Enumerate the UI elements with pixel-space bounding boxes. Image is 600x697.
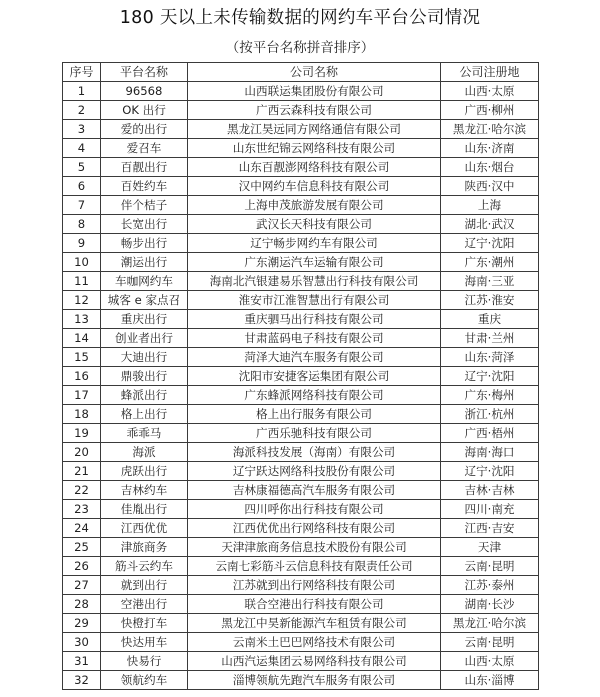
- cell-index: 13: [63, 310, 101, 329]
- table-row: [63, 652, 539, 671]
- table-row: [63, 481, 539, 500]
- cell-company-name: 云南米土巴巴网络技术有限公司: [188, 633, 441, 652]
- cell-index: 10: [63, 253, 101, 272]
- table-row: [63, 557, 539, 576]
- cell-registered-location: 山东·济南: [441, 139, 539, 158]
- table-row: [63, 310, 539, 329]
- cell-index: 32: [63, 671, 101, 690]
- cell-registered-location: 山西·太原: [441, 652, 539, 671]
- cell-index: 29: [63, 614, 101, 633]
- cell-platform-name: 伴个桔子: [101, 196, 188, 215]
- cell-company-name: 辽宁畅步网约车有限公司: [188, 234, 441, 253]
- cell-index: 28: [63, 595, 101, 614]
- cell-company-name: 吉林康福德高汽车服务有限公司: [188, 481, 441, 500]
- cell-registered-location: 江苏·淮安: [441, 291, 539, 310]
- table-row: [63, 196, 539, 215]
- cell-platform-name: 蜂派出行: [101, 386, 188, 405]
- cell-company-name: 淄博领航先跑汽车服务有限公司: [188, 671, 441, 690]
- cell-company-name: 四川呼你出行科技有限公司: [188, 500, 441, 519]
- cell-platform-name: 长宽出行: [101, 215, 188, 234]
- cell-registered-location: 天津: [441, 538, 539, 557]
- table-row: [63, 386, 539, 405]
- cell-index: 12: [63, 291, 101, 310]
- cell-index: 9: [63, 234, 101, 253]
- cell-registered-location: 海南·三亚: [441, 272, 539, 291]
- cell-company-name: 重庆驷马出行科技有限公司: [188, 310, 441, 329]
- table-header-row: [63, 63, 539, 82]
- table-row: [63, 272, 539, 291]
- cell-index: 6: [63, 177, 101, 196]
- cell-platform-name: 乖乖马: [101, 424, 188, 443]
- cell-platform-name: 城客 e 家点召: [101, 291, 188, 310]
- cell-company-name: 江苏就到出行网络科技有限公司: [188, 576, 441, 595]
- cell-registered-location: 辽宁·沈阳: [441, 462, 539, 481]
- cell-registered-location: 江苏·泰州: [441, 576, 539, 595]
- cell-platform-name: 鼎骏出行: [101, 367, 188, 386]
- header-index: 序号: [63, 63, 101, 82]
- cell-registered-location: 黑龙江·哈尔滨: [441, 120, 539, 139]
- cell-index: 8: [63, 215, 101, 234]
- table-row: [63, 614, 539, 633]
- cell-company-name: 海派科技发展（海南）有限公司: [188, 443, 441, 462]
- cell-registered-location: 甘肃·兰州: [441, 329, 539, 348]
- table-row: [63, 595, 539, 614]
- cell-registered-location: 海南·海口: [441, 443, 539, 462]
- cell-platform-name: 大迪出行: [101, 348, 188, 367]
- cell-index: 14: [63, 329, 101, 348]
- cell-registered-location: 云南·昆明: [441, 557, 539, 576]
- cell-platform-name: 创业者出行: [101, 329, 188, 348]
- cell-registered-location: 云南·昆明: [441, 633, 539, 652]
- cell-index: 3: [63, 120, 101, 139]
- table-row: [63, 405, 539, 424]
- table-row: [63, 101, 539, 120]
- cell-platform-name: 虎跃出行: [101, 462, 188, 481]
- cell-index: 2: [63, 101, 101, 120]
- cell-company-name: 广西云森科技有限公司: [188, 101, 441, 120]
- cell-platform-name: 津旅商务: [101, 538, 188, 557]
- table-row: [63, 576, 539, 595]
- cell-registered-location: 江西·吉安: [441, 519, 539, 538]
- cell-platform-name: 快达用车: [101, 633, 188, 652]
- cell-index: 27: [63, 576, 101, 595]
- cell-index: 21: [63, 462, 101, 481]
- cell-registered-location: 陕西·汉中: [441, 177, 539, 196]
- cell-registered-location: 重庆: [441, 310, 539, 329]
- cell-index: 4: [63, 139, 101, 158]
- cell-platform-name: 领航约车: [101, 671, 188, 690]
- table-row: [63, 234, 539, 253]
- cell-index: 26: [63, 557, 101, 576]
- cell-company-name: 上海申茂旅游发展有限公司: [188, 196, 441, 215]
- cell-platform-name: 吉林约车: [101, 481, 188, 500]
- cell-platform-name: OK 出行: [101, 101, 188, 120]
- cell-registered-location: 辽宁·沈阳: [441, 234, 539, 253]
- cell-index: 17: [63, 386, 101, 405]
- cell-index: 20: [63, 443, 101, 462]
- cell-platform-name: 空港出行: [101, 595, 188, 614]
- cell-platform-name: 就到出行: [101, 576, 188, 595]
- cell-company-name: 云南七彩筋斗云信息科技有限责任公司: [188, 557, 441, 576]
- cell-platform-name: 百靓出行: [101, 158, 188, 177]
- cell-platform-name: 重庆出行: [101, 310, 188, 329]
- cell-index: 31: [63, 652, 101, 671]
- cell-index: 23: [63, 500, 101, 519]
- cell-company-name: 天津津旅商务信息技术股份有限公司: [188, 538, 441, 557]
- table-row: [63, 215, 539, 234]
- table-row: [63, 424, 539, 443]
- cell-registered-location: 山东·烟台: [441, 158, 539, 177]
- cell-index: 11: [63, 272, 101, 291]
- cell-index: 30: [63, 633, 101, 652]
- cell-index: 19: [63, 424, 101, 443]
- cell-company-name: 辽宁跃达网络科技股份有限公司: [188, 462, 441, 481]
- cell-company-name: 菏泽大迪汽车服务有限公司: [188, 348, 441, 367]
- cell-company-name: 山西汽运集团云易网络科技有限公司: [188, 652, 441, 671]
- table-row: [63, 671, 539, 690]
- cell-registered-location: 湖北·武汉: [441, 215, 539, 234]
- cell-company-name: 淮安市江淮智慧出行有限公司: [188, 291, 441, 310]
- cell-index: 7: [63, 196, 101, 215]
- header-registered-location: 公司注册地: [441, 63, 539, 82]
- cell-platform-name: 畅步出行: [101, 234, 188, 253]
- table-body: [63, 82, 539, 690]
- cell-company-name: 联合空港出行科技有限公司: [188, 595, 441, 614]
- table-row: [63, 120, 539, 139]
- table-row: [63, 253, 539, 272]
- document-title: 180 天以上未传输数据的网约车平台公司情况: [119, 8, 481, 28]
- cell-company-name: 格上出行服务有限公司: [188, 405, 441, 424]
- table-row: [63, 443, 539, 462]
- cell-registered-location: 山东·菏泽: [441, 348, 539, 367]
- cell-platform-name: 格上出行: [101, 405, 188, 424]
- header-platform-name: 平台名称: [101, 63, 188, 82]
- cell-index: 16: [63, 367, 101, 386]
- cell-company-name: 甘肃蓝码电子科技有限公司: [188, 329, 441, 348]
- cell-registered-location: 广东·梅州: [441, 386, 539, 405]
- table-row: [63, 329, 539, 348]
- cell-registered-location: 山东·淄博: [441, 671, 539, 690]
- cell-registered-location: 上海: [441, 196, 539, 215]
- table-row: [63, 177, 539, 196]
- cell-platform-name: 爱召车: [101, 139, 188, 158]
- cell-registered-location: 山西·太原: [441, 82, 539, 101]
- cell-company-name: 山西联运集团股份有限公司: [188, 82, 441, 101]
- cell-index: 5: [63, 158, 101, 177]
- cell-company-name: 汉中网约车信息科技有限公司: [188, 177, 441, 196]
- cell-platform-name: 佳胤出行: [101, 500, 188, 519]
- cell-registered-location: 辽宁·沈阳: [441, 367, 539, 386]
- table-row: [63, 82, 539, 101]
- cell-company-name: 山东百靓澎网络科技有限公司: [188, 158, 441, 177]
- table-row: [63, 367, 539, 386]
- table-row: [63, 291, 539, 310]
- header-company-name: 公司名称: [188, 63, 441, 82]
- cell-company-name: 江西优优出行网络科技有限公司: [188, 519, 441, 538]
- cell-registered-location: 广西·柳州: [441, 101, 539, 120]
- cell-index: 18: [63, 405, 101, 424]
- cell-index: 25: [63, 538, 101, 557]
- cell-index: 24: [63, 519, 101, 538]
- cell-platform-name: 潮运出行: [101, 253, 188, 272]
- cell-company-name: 黑龙江中昊新能源汽车租赁有限公司: [188, 614, 441, 633]
- platform-table: [62, 62, 539, 690]
- cell-index: 1: [63, 82, 101, 101]
- table-row: [63, 139, 539, 158]
- cell-platform-name: 海派: [101, 443, 188, 462]
- cell-registered-location: 广东·潮州: [441, 253, 539, 272]
- cell-registered-location: 浙江·杭州: [441, 405, 539, 424]
- cell-company-name: 武汉长天科技有限公司: [188, 215, 441, 234]
- cell-registered-location: 湖南·长沙: [441, 595, 539, 614]
- cell-company-name: 山东世纪锦云网络科技有限公司: [188, 139, 441, 158]
- cell-platform-name: 爱的出行: [101, 120, 188, 139]
- cell-company-name: 海南北汽银建易乐智慧出行科技有限公司: [188, 272, 441, 291]
- cell-index: 15: [63, 348, 101, 367]
- cell-platform-name: 快易行: [101, 652, 188, 671]
- cell-platform-name: 车咖网约车: [101, 272, 188, 291]
- cell-index: 22: [63, 481, 101, 500]
- cell-company-name: 广西乐驰科技有限公司: [188, 424, 441, 443]
- cell-platform-name: 筋斗云约车: [101, 557, 188, 576]
- cell-registered-location: 黑龙江·哈尔滨: [441, 614, 539, 633]
- table-row: [63, 158, 539, 177]
- cell-platform-name: 96568: [101, 82, 188, 101]
- table-row: [63, 519, 539, 538]
- cell-platform-name: 百姓约车: [101, 177, 188, 196]
- cell-company-name: 沈阳市安捷客运集团有限公司: [188, 367, 441, 386]
- cell-registered-location: 吉林·吉林: [441, 481, 539, 500]
- table-row: [63, 500, 539, 519]
- table-row: [63, 538, 539, 557]
- cell-registered-location: 四川·南充: [441, 500, 539, 519]
- cell-company-name: 广东蜂派网络科技有限公司: [188, 386, 441, 405]
- cell-registered-location: 广西·梧州: [441, 424, 539, 443]
- document-subtitle: （按平台名称拼音排序）: [225, 40, 375, 56]
- table-row: [63, 633, 539, 652]
- cell-company-name: 广东潮运汽车运输有限公司: [188, 253, 441, 272]
- table-row: [63, 462, 539, 481]
- cell-platform-name: 江西优优: [101, 519, 188, 538]
- table-row: [63, 348, 539, 367]
- cell-platform-name: 快橙打车: [101, 614, 188, 633]
- cell-company-name: 黑龙江昊远同方网络通信有限公司: [188, 120, 441, 139]
